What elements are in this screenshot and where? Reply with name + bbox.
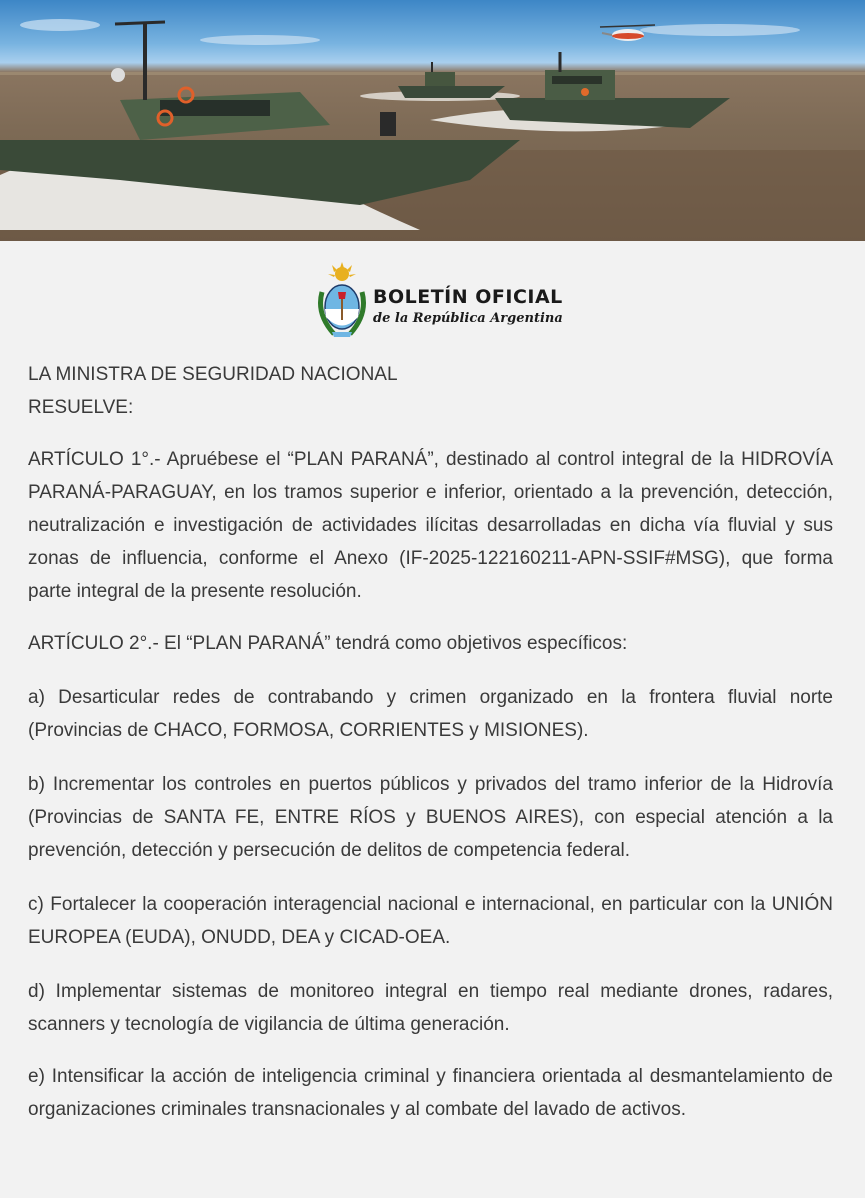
brand-subtitle: de la República Argentina <box>373 311 563 326</box>
brand-title: BOLETÍN OFICIAL <box>373 286 563 308</box>
objective-b: b) Incrementar los controles en puertos públicos y privados del tramo inferior de la Hidrovía (Provincias de SANTA FE, ENTRE RÍOS y BUENOS AIRES), con especial atención a la prevención, detección y persecución de delitos de competencia federal. <box>28 774 833 861</box>
resolve-line: RESUELVE: <box>28 397 134 418</box>
objective-c: c) Fortalecer la cooperación interagencial nacional e internacional, en particular con la UNIÓN EUROPEA (EUDA), ONUDD, DEA y CICAD-OEA. <box>28 894 833 948</box>
helicopter-icon <box>600 25 655 41</box>
objective-a: a) Desarticular redes de contrabando y crimen organizado en la frontera fluvial norte (Provincias de CHACO, FORMOSA, CORRIENTES y MISIONES). <box>28 687 833 741</box>
article-1: ARTÍCULO 1°.- Apruébese el “PLAN PARANÁ”, destinado al control integral de la HIDROVÍA PARANÁ-PARAGUAY, en los tramos superior e inferior, orientado a la prevención, detección, neutralización e investigación de actividades ilícitas desarrolladas en dicha vía fluvial y sus zonas de influencia, conforme el Anexo (IF-2025-122160211-APN-SSIF#MSG), que forma parte integral de la presente resolución. <box>28 449 833 602</box>
article-2: ARTÍCULO 2°.- El “PLAN PARANÁ” tendrá como objetivos específicos: <box>28 633 628 654</box>
resolution-body <box>28 358 833 1126</box>
boat-far <box>360 62 520 101</box>
argentina-coat-of-arms-icon <box>316 262 368 343</box>
authority-line: LA MINISTRA DE SEGURIDAD NACIONAL <box>28 364 398 385</box>
hero-photo <box>0 0 865 241</box>
objective-d: d) Implementar sistemas de monitoreo integral en tiempo real mediante drones, radares, scanners y tecnología de vigilancia de última generación. <box>28 981 833 1035</box>
objective-e: e) Intensificar la acción de inteligencia criminal y financiera orientada al desmantelamiento de organizaciones criminales transnacionales y al combate del lavado de activos. <box>28 1066 833 1120</box>
patrol-boats-illustration <box>0 0 865 241</box>
boletin-oficial-logo <box>373 286 563 326</box>
